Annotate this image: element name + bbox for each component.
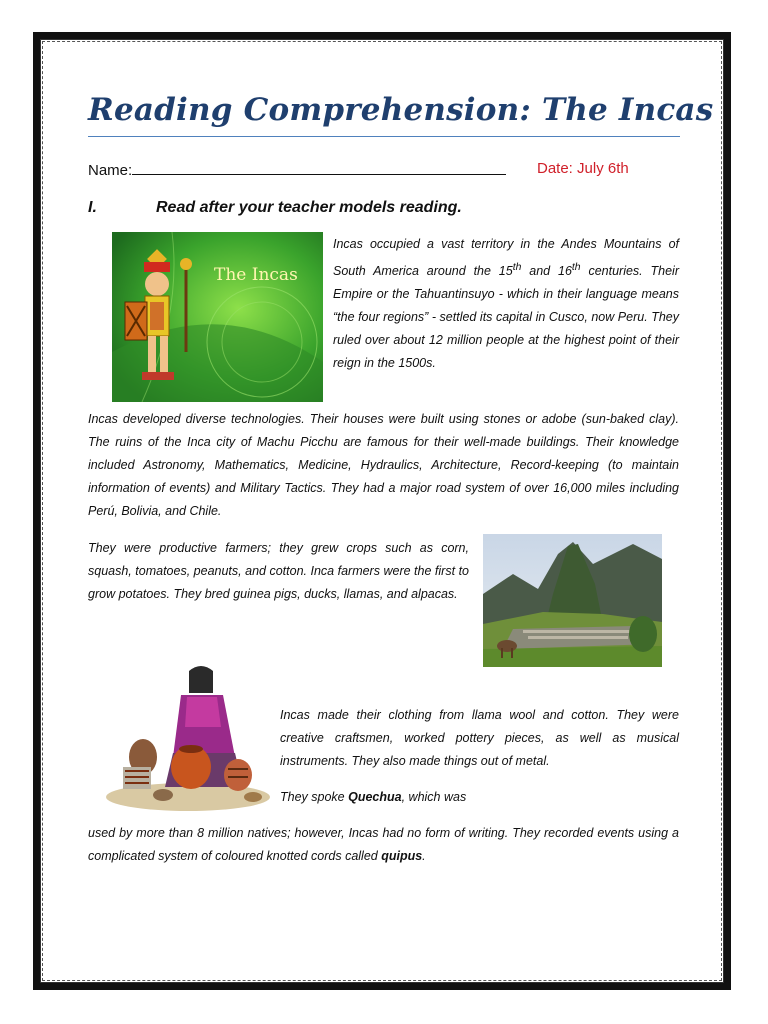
paragraph-2: Incas developed diverse technologies. Their houses were built using stones or adobe (sun-baked clay). The ruins of the Inca city of Machu Picchu are famous for their well-made buildings. Their knowledge included Astronomy, Mathematics, Medicine, Hydraulics, Architecture, Record-keeping (to maintain information of events) and Military Tactics. They had a major road system of over 16,000 miles including Perú, Bolivia, and Chile. (88, 412, 679, 518)
section-heading (88, 199, 462, 217)
machu-picchu-photo (483, 534, 662, 667)
inca-potter-illustration (103, 657, 272, 814)
p5-text-a: They spoke (280, 790, 349, 804)
machu-picchu-image (483, 534, 662, 667)
p1-text-b: and 16 (521, 264, 572, 279)
p5-text-b: , which was (401, 790, 467, 804)
p6-bold-term: quipus (381, 849, 423, 863)
title-underline (88, 136, 680, 137)
inca-potter-image (103, 657, 272, 814)
image-caption: The Incas (214, 265, 298, 285)
page-title: Reading Comprehension: The Incas (88, 92, 714, 128)
date-label: Date: July 6th (537, 160, 629, 177)
p6-text-b: . (422, 849, 426, 863)
p1-sup-1: th (512, 262, 522, 273)
p1-text-c: centuries. Their Empire or the Tahuantinsuyo - which in their language means “the four regions” - settled its capital in Cusco, now Peru. They ruled over about 12 million people at the highest point of their reign in the 1500s. (333, 264, 679, 371)
p1-sup-2: th (571, 262, 581, 273)
paragraph-5 (280, 786, 679, 809)
incas-title-image (112, 232, 323, 402)
name-field (88, 160, 506, 179)
section-text: Read after your teacher models reading. (156, 199, 462, 216)
p5-bold-term: Quechua (348, 790, 402, 804)
name-label: Name: (88, 162, 133, 179)
paragraph-4: Incas made their clothing from llama wool and cotton. They were creative craftsmen, worked pottery pieces, as well as musical instruments. They also made things out of metal. (280, 708, 679, 768)
paragraph-6 (88, 822, 679, 868)
p6-text-a: used by more than 8 million natives; however, Incas had no form of writing. They recorded events using a complicated system of coloured knotted cords called (88, 826, 679, 863)
p1-text-a: Incas occupied a vast territory in the Andes Mountains of South America around the 15 (333, 237, 679, 279)
paragraph-3: They were productive farmers; they grew crops such as corn, squash, tomatoes, peanuts, and cotton. Inca farmers were the first to grow potatoes. They bred guinea pigs, ducks, llamas, and alpacas. (88, 541, 469, 601)
paragraph-1 (333, 233, 679, 375)
inca-warrior-illustration (112, 232, 323, 402)
section-number: I. (88, 199, 97, 216)
name-blank-line (132, 160, 506, 175)
